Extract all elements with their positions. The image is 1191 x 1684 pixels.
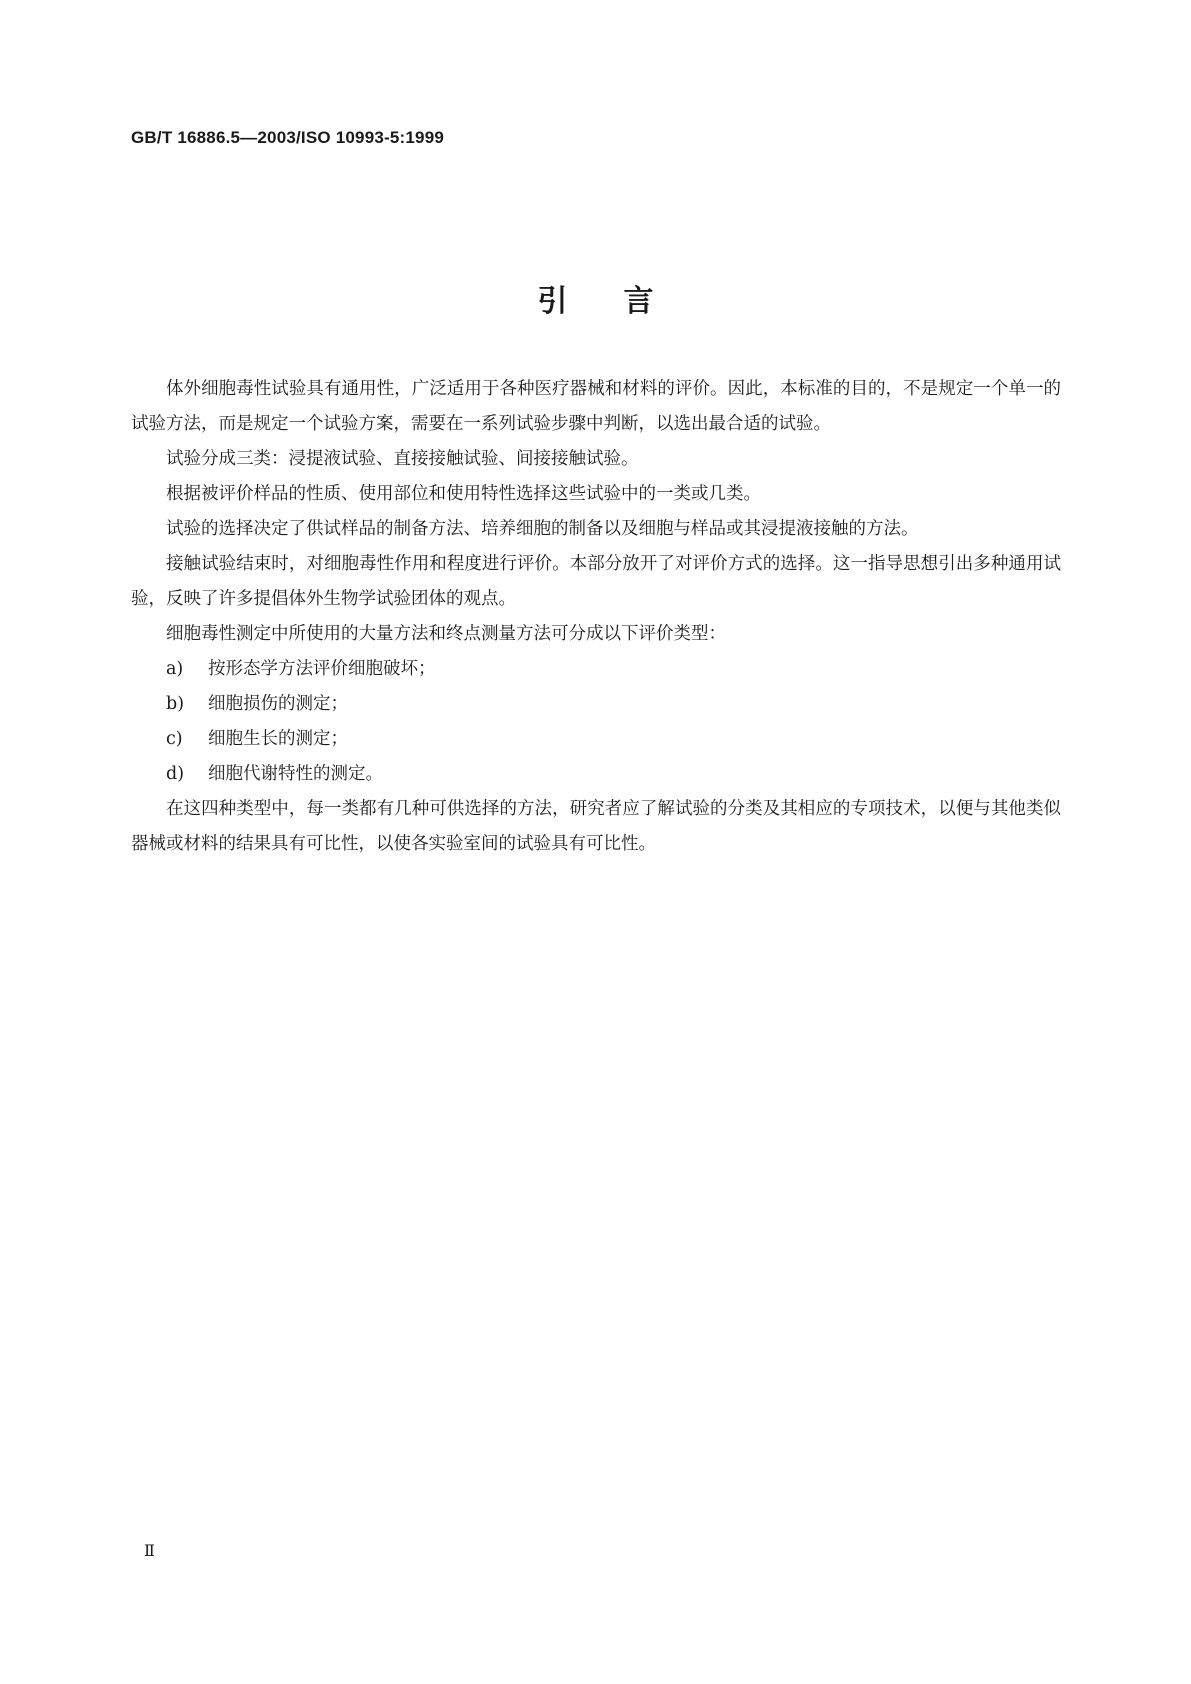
paragraph: 试验分成三类：浸提液试验、直接接触试验、间接接触试验。: [166, 449, 639, 469]
paragraph: 细胞毒性测定中所使用的大量方法和终点测量方法可分成以下评价类型：: [166, 624, 726, 644]
paragraph: 试验的选择决定了供试样品的制备方法、培养细胞的制备以及细胞与样品或其浸提液接触的方法。: [166, 519, 919, 539]
list-item: [131, 757, 1061, 792]
paragraph: 接触试验结束时，对细胞毒性作用和程度进行评价。本部分放开了对评价方式的选择。这一指导思想引出多种通用试验，反映了许多提倡体外生物学试验团体的观点。: [131, 554, 1061, 609]
list-marker: b): [166, 694, 185, 714]
list-item-text: 细胞损伤的测定；: [208, 694, 348, 714]
list-item: [131, 687, 1061, 722]
page-number: Ⅱ: [144, 1541, 155, 1560]
list-item-text: 按形态学方法评价细胞破坏；: [208, 659, 436, 679]
document-body: [131, 372, 1061, 862]
list-marker: c): [166, 729, 183, 749]
list-item-text: 细胞生长的测定；: [208, 729, 348, 749]
list-marker: a): [166, 659, 184, 679]
paragraph: 体外细胞毒性试验具有通用性，广泛适用于各种医疗器械和材料的评价。因此，本标准的目的，不是规定一个单一的试验方法，而是规定一个试验方案，需要在一系列试验步骤中判断，以选出最合适的试验。: [131, 379, 1061, 434]
list-item: [131, 722, 1061, 757]
closing-paragraph: 在这四种类型中，每一类都有几种可供选择的方法，研究者应了解试验的分类及其相应的专项技术，以便与其他类似器械或材料的结果具有可比性，以使各实验室间的试验具有可比性。: [131, 799, 1061, 854]
standard-code: GB/T 16886.5—2003/ISO 10993-5:1999: [131, 128, 444, 147]
list-marker: d): [166, 764, 185, 784]
list-item-text: 细胞代谢特性的测定。: [208, 764, 383, 784]
list-item: [131, 652, 1061, 687]
page-title: 引言: [537, 284, 710, 319]
paragraph: 根据被评价样品的性质、使用部位和使用特性选择这些试验中的一类或几类。: [166, 484, 761, 504]
